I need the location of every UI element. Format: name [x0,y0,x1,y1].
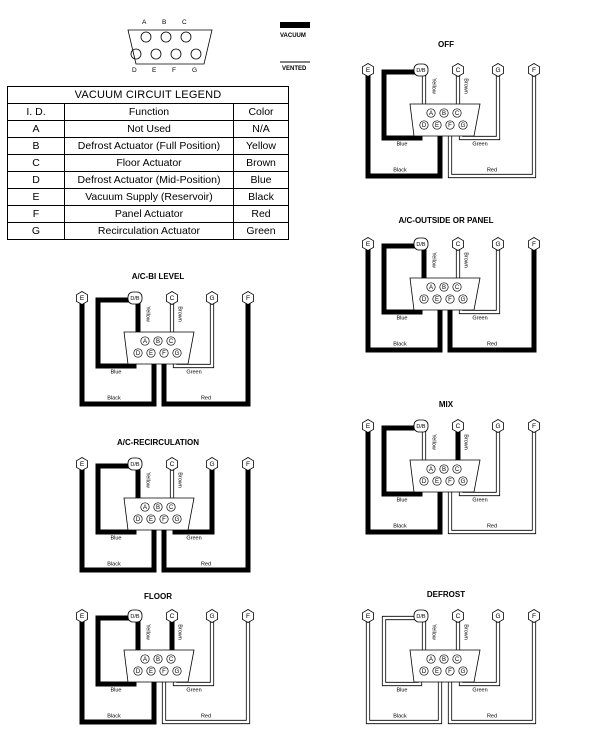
pin-c-label: C [168,657,174,664]
diagram-ac-recirculation-svg [70,452,260,576]
label-red: Red [486,713,498,720]
terminal-e-label: E [79,295,85,303]
label-red: Red [200,713,212,720]
diagram-title-off: OFF [438,40,454,49]
label-red: Red [486,167,498,174]
label-green: Green [186,687,202,694]
terminal-db-label: D/B [416,423,426,430]
pin-f-label: F [162,669,166,676]
diagram-defrost-svg [356,604,546,728]
pin-c-label: C [454,111,460,118]
connector-pin-g [191,49,201,59]
label-black: Black [107,713,121,720]
label-green: Green [472,687,488,694]
terminal-g-label: G [209,461,215,469]
label-blue: Blue [396,497,408,504]
legend-function: Panel Actuator [65,206,234,223]
pin-b-label: B [441,111,447,118]
legend-color: Yellow [234,138,289,155]
diagram-title-floor: FLOOR [144,592,172,601]
terminal-db-label: D/B [130,461,140,468]
terminal-f-label: F [532,613,536,621]
vacuum-diagram-floor [70,604,260,728]
pin-g-label: G [460,297,466,304]
legend-id: A [8,121,65,138]
vacuum-key-line [280,22,310,28]
pin-g-label: G [174,351,180,358]
legend-row [8,223,289,240]
legend-id: E [8,189,65,206]
legend-id: C [8,155,65,172]
diagram-ac-bi-level-svg [70,286,260,410]
legend-header-function: Function [65,104,234,121]
pin-g-label: G [174,517,180,524]
label-yellow: Yellow [144,306,151,322]
pin-f-label: F [448,479,452,486]
terminal-c-label: C [169,613,175,621]
legend-function: Defrost Actuator (Full Position) [65,138,234,155]
pin-b-label: B [441,467,447,474]
label-yellow: Yellow [430,252,437,268]
terminal-c-label: C [455,241,461,249]
pin-b-label: B [441,657,447,664]
terminal-g-label: G [209,295,215,303]
pin-a-label: A [428,285,434,292]
pin-b-label: B [155,339,161,346]
terminal-g-label: G [495,67,501,75]
label-yellow: Yellow [430,624,437,640]
pin-letter-f: F [172,67,176,74]
terminal-c-label: C [455,423,461,431]
terminal-f-label: F [532,67,536,75]
pin-g-label: G [460,669,466,676]
vacuum-diagram-ac-bi-level [70,286,260,410]
pin-d-label: D [135,351,141,358]
pin-a-label: A [428,657,434,664]
connector-outline [128,30,212,64]
terminal-e-label: E [365,423,371,431]
pin-f-label: F [162,517,166,524]
pin-a-label: A [428,467,434,474]
pin-b-label: B [155,657,161,664]
legend-row [8,172,289,189]
pin-d-label: D [135,517,141,524]
label-red: Red [200,561,212,568]
legend-color: Green [234,223,289,240]
legend-function: Not Used [65,121,234,138]
terminal-e-label: E [365,241,371,249]
label-green: Green [472,315,488,322]
diagram-off-svg [356,58,546,182]
diagram-title-ac-outside-panel: A/C-OUTSIDE OR PANEL [398,216,494,225]
vacuum-circuit-legend [7,86,289,240]
pin-c-label: C [454,657,460,664]
terminal-db-label: D/B [130,613,140,620]
pin-d-label: D [421,297,427,304]
vented-key-label: VENTED [282,66,307,72]
pin-f-label: F [448,297,452,304]
terminal-db-label: D/B [130,295,140,302]
diagram-title-mix: MIX [438,400,454,409]
diagram-mix-svg [356,414,546,538]
pin-f-label: F [448,123,452,130]
legend-row [8,138,289,155]
connector-pin-f [171,49,181,59]
terminal-g-label: G [209,613,215,621]
label-yellow: Yellow [430,78,437,94]
pin-g-label: G [174,669,180,676]
label-blue: Blue [110,535,122,542]
terminal-c-label: C [169,295,175,303]
pin-g-label: G [460,479,466,486]
label-yellow: Yellow [144,624,151,640]
pin-b-label: B [441,285,447,292]
diagram-floor-svg [70,604,260,728]
pin-a-label: A [142,657,148,664]
label-blue: Blue [110,687,122,694]
pin-e-label: E [434,297,440,304]
terminal-c-label: C [169,461,175,469]
legend-title: VACUUM CIRCUIT LEGEND [8,87,289,104]
terminal-f-label: F [532,423,536,431]
legend-function: Defrost Actuator (Mid-Position) [65,172,234,189]
label-blue: Blue [396,315,408,322]
pin-e-label: E [434,123,440,130]
label-red: Red [486,523,498,530]
connector-pin-e [151,49,161,59]
pin-c-label: C [454,467,460,474]
terminal-c-label: C [455,67,461,75]
vacuum-diagram-defrost [356,604,546,728]
terminal-db-label: D/B [416,241,426,248]
legend-header-color: Color [234,104,289,121]
legend-function: Vacuum Supply (Reservoir) [65,189,234,206]
pin-letter-d: D [132,67,137,74]
connector-pin-b [161,32,171,42]
label-black: Black [107,561,121,568]
connector-pin-c [181,32,191,42]
terminal-c-label: C [455,613,461,621]
label-green: Green [186,369,202,376]
pin-letter-g: G [192,67,198,74]
terminal-e-label: E [79,613,85,621]
pin-c-label: C [168,339,174,346]
legend-color: N/A [234,121,289,138]
terminal-g-label: G [495,241,501,249]
legend-header-id: I. D. [8,104,65,121]
label-red: Red [486,341,498,348]
label-blue: Blue [110,369,122,376]
terminal-e-label: E [365,67,371,75]
legend-id: F [8,206,65,223]
legend-color: Red [234,206,289,223]
pin-e-label: E [148,351,154,358]
connector-pin-d [131,49,141,59]
terminal-g-label: G [495,423,501,431]
vacuum-diagram-ac-outside-panel [356,232,546,356]
terminal-e-label: E [365,613,371,621]
legend-color: Brown [234,155,289,172]
legend-color: Blue [234,172,289,189]
pin-f-label: F [162,351,166,358]
pin-letter-c: C [182,19,187,26]
pin-a-label: A [142,339,148,346]
label-brown: Brown [462,252,469,268]
label-green: Green [186,535,202,542]
terminal-f-label: F [246,295,250,303]
legend-id: D [8,172,65,189]
legend-color: Black [234,189,289,206]
label-red: Red [200,395,212,402]
pin-letter-b: B [162,19,167,26]
label-brown: Brown [176,624,183,640]
legend-id: G [8,223,65,240]
pin-d-label: D [421,123,427,130]
label-black: Black [393,713,407,720]
label-brown: Brown [462,434,469,450]
legend-row [8,155,289,172]
label-green: Green [472,141,488,148]
legend-row [8,206,289,223]
terminal-e-label: E [79,461,85,469]
diagram-title-ac-recirculation: A/C-RECIRCULATION [116,438,200,447]
legend-row [8,189,289,206]
terminal-db-label: D/B [416,67,426,74]
pin-c-label: C [168,505,174,512]
legend-row [8,121,289,138]
label-brown: Brown [176,306,183,322]
pin-a-label: A [142,505,148,512]
diagram-title-ac-bi-level: A/C-BI LEVEL [131,272,185,281]
terminal-g-label: G [495,613,501,621]
pin-a-label: A [428,111,434,118]
pin-d-label: D [135,669,141,676]
pin-letter-e: E [152,67,157,74]
pin-g-label: G [460,123,466,130]
pin-b-label: B [155,505,161,512]
label-yellow: Yellow [430,434,437,450]
label-black: Black [107,395,121,402]
label-black: Black [393,523,407,530]
terminal-db-label: D/B [416,613,426,620]
label-blue: Blue [396,141,408,148]
label-brown: Brown [176,472,183,488]
pin-e-label: E [434,669,440,676]
legend-function: Recirculation Actuator [65,223,234,240]
diagram-title-defrost: DEFROST [426,590,466,599]
label-brown: Brown [462,78,469,94]
terminal-f-label: F [532,241,536,249]
legend-function: Floor Actuator [65,155,234,172]
label-black: Black [393,341,407,348]
pin-e-label: E [148,517,154,524]
pin-letter-a: A [142,19,147,26]
pin-f-label: F [448,669,452,676]
label-black: Black [393,167,407,174]
pin-c-label: C [454,285,460,292]
label-brown: Brown [462,624,469,640]
pin-d-label: D [421,479,427,486]
terminal-f-label: F [246,613,250,621]
vacuum-key-label: VACUUM [280,33,306,39]
diagram-ac-outside-panel-svg [356,232,546,356]
label-blue: Blue [396,687,408,694]
connector-pin-a [141,32,151,42]
vacuum-diagram-off [356,58,546,182]
label-green: Green [472,497,488,504]
terminal-f-label: F [246,461,250,469]
pin-d-label: D [421,669,427,676]
legend-id: B [8,138,65,155]
vacuum-diagram-mix [356,414,546,538]
label-yellow: Yellow [144,472,151,488]
pin-e-label: E [148,669,154,676]
pin-e-label: E [434,479,440,486]
vacuum-diagram-ac-recirculation [70,452,260,576]
